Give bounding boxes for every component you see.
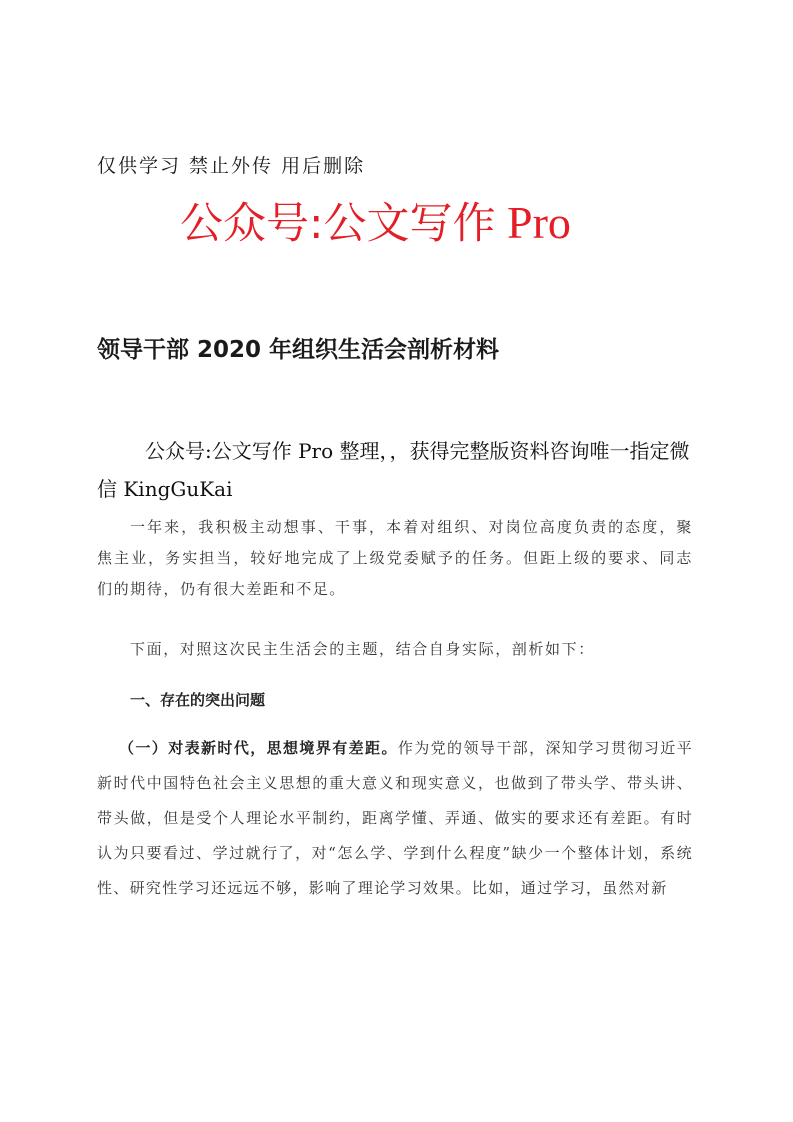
- document-title: 领导干部 2020 年组织生活会剖析材料: [97, 337, 500, 363]
- usage-notice: 仅供学习 禁止外传 用后删除: [97, 155, 366, 177]
- intro-paragraph: 一年来，我积极主动想事、干事，本着对组织、对岗位高度负责的态度，聚焦主业，务实担当，较好地完成了上级党委赋予的任务。但距上级的要求、同志们的期待，仍有很大差距和不足。: [97, 518, 693, 598]
- item-one-body: 作为党的领导干部，深知学习贯彻习近平新时代中国特色社会主义思想的重大意义和现实意义，也做到了带头学、带头讲、带头做，但是受个人理论水平制约，距离学懂、弄通、做实的要求还有差距。有时认为只要看过、学过就行了，对“怎么学、学到什么程度”缺少一个整体计划，系统性、研究性学习还远远不够，影响了理论学习效果。比如，通过学习，虽然对新: [97, 739, 693, 897]
- lead-in-paragraph: 下面，对照这次民主生活会的主题，结合自身实际，剖析如下：: [130, 640, 595, 658]
- brand-name-cn: 公众号:公文写作: [180, 199, 496, 249]
- item-one-paragraph: [97, 731, 693, 906]
- source-line: 公众号:公文写作 Pro 整理，，获得完整版资料咨询唯一指定微信 KingGuKai: [97, 439, 690, 501]
- brand-banner: [180, 190, 571, 251]
- section-heading: 一、存在的突出问题: [130, 691, 266, 709]
- brand-name-latin: Pro: [495, 197, 571, 248]
- item-one-lead: （一）对表新时代，思想境界有差距。: [119, 739, 398, 757]
